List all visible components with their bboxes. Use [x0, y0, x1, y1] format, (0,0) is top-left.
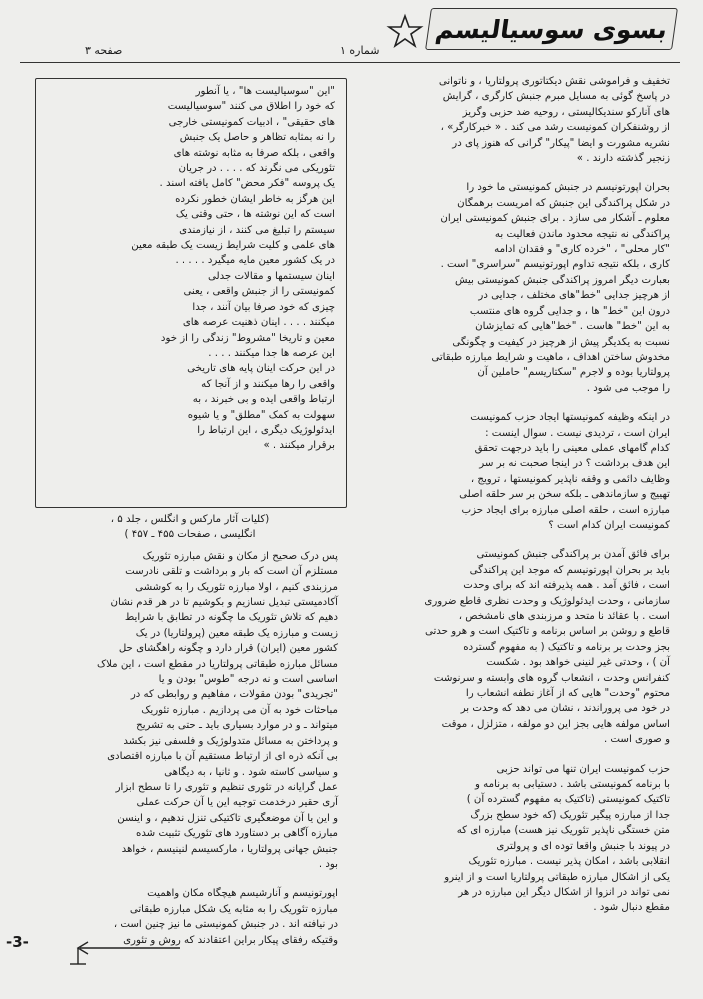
text-line: و پرداختن به مسائل متدولوژیک و فلسفی نیز بکشد — [123, 735, 338, 747]
text-line: بی آنکه ذره ای از ارتباط مستقیم آن با مبارزه اقتصادی — [107, 751, 338, 763]
text-line: سازمانی ، وحدت ایدئولوژیک و وحدت نظری قاطع ضروری — [424, 595, 670, 607]
text-line: معلوم ـ آشکار می سازد . برای جنبش کمونیستی ایران — [440, 213, 670, 225]
text-line: مبارزه تئوریک را به مثابه یک شکل مبارزه طبقاتی — [129, 903, 338, 915]
text-line: آری حقیر درخدمت توجیه این یا آن حرکت عملی — [136, 797, 338, 809]
text-line: مستلزم آن است که بار و برداشت و تلقی نادرست — [125, 566, 338, 578]
text-line: پرولتاریا بوده و لاجرم "سکتاریسم" حاملین آن — [477, 367, 670, 379]
text-line: وقتیکه رفقای پیکار براین اعتقادند که روش و تئوری — [123, 934, 338, 946]
text-line: زیست و مبارزه یک طبقه معین (پرولتاریا) در یک — [135, 627, 338, 639]
text-line: های آنارکو سندیکالیستی ، روحیه ضد حزبی وگریز — [462, 106, 670, 118]
text-line: قاطع و روشن بر اساس برنامه و تاکتیک است و هرو حدتی — [424, 626, 670, 638]
text-line: در پاسخ گوئی به مسایل مبرم جنبش کارگری ، گرایش — [442, 91, 670, 103]
issue-number: شماره ۱ — [340, 44, 380, 57]
text-line: تهییج و سازماندهی ـ بلکه سخن بر سر حلقه اصلی — [459, 489, 670, 501]
text-line: این هدف برداشت ؟ در اینجا صحبت نه بر سر — [479, 458, 670, 470]
header-rule — [20, 62, 680, 63]
text-line — [365, 533, 670, 547]
text-line: معین و تاریخا "مشروط" زندگی را از خود — [160, 332, 335, 344]
text-line: مسائل مبارزه طبقاتی پرولتاریا در مقطع است ، این ملاک — [96, 658, 338, 670]
text-line: اپورتونیسم و آنارشیسم هیچگاه مکان واهمیت — [147, 888, 338, 900]
text-line: در اینکه وظیفه کمونیستها ایجاد حزب کمونیست — [470, 412, 670, 424]
text-line: است که این نوشته ها ، حتی وقتی یک — [175, 209, 335, 221]
text-line: که خود را اطلاق می کنند "سوسیالیست — [167, 101, 335, 113]
text-line: به این "خط" هاست . "خط"هایی که تمایزشان — [475, 321, 670, 333]
text-line: نسبت به یکدیگر پیش از هرچیز در کیفیت و چگونگی — [452, 336, 670, 348]
text-line: این هرگز به خاطر ایشان خطور نکرده — [175, 193, 335, 205]
masthead-title: بسوی سوسیالیسم — [425, 8, 678, 50]
right-column — [365, 74, 670, 944]
text-line: مرزبندی کنیم ، اولا مبارزه تئوریک را به کوششی — [135, 581, 338, 593]
text-line: ارتباط واقعی ایده و بی خبرند ، به — [192, 394, 335, 406]
text-line: کمونیستی را از جنبش واقعی ، یعنی — [183, 286, 335, 298]
text-line: اساسی است و نه درجه "طوس" بودن و یا — [158, 674, 338, 686]
text-line: یکی از اشکال مبارزه طبقاتی پرولتاریا است و از اینرو — [444, 871, 670, 883]
text-line: را نه بمثابه تظاهر و حاصل یک جنبش — [179, 132, 335, 144]
text-line: برقرار میکنند . » — [263, 440, 335, 452]
text-line: واقعی ، بلکه صرفا به مثابه نوشته های — [173, 147, 335, 159]
text-line: در شکل پراکندگی این جنبش که امریست برهمگان — [457, 197, 670, 209]
text-line: کاری ، بلکه نتیجه تداوم اپورتونیسم "سراسری" است . — [440, 259, 670, 271]
text-line: "کار محلی" ، "خرده کاری" و فقدان ادامه — [494, 244, 670, 256]
text-line: میتواند ـ و در موارد بسیاری باید ـ حتی به تشریح — [136, 720, 338, 732]
text-line: متن خستگی ناپذیر تئوریک نیز هست) مبارزه ای که — [456, 825, 670, 837]
text-line: واقعی را رها میکنند و از آنجا که — [201, 378, 335, 390]
text-line: اساس مولفه هایی بجز این دو مولفه ، متزلزل ، موقت — [441, 718, 670, 730]
text-line: در نیافته اند . در جنبش کمونیستی ما نیز چنین است ، — [113, 919, 338, 931]
text-line — [365, 748, 670, 762]
text-line: و این یا آن موضعگیری تاکتیکی تنزل ندهیم ، و اینسن — [117, 812, 338, 824]
text-line: ایدئولوژیک دیگری ، این ارتباط را — [197, 424, 335, 436]
text-line: بجز وحدت بر برنامه و تاکتیک ( به مفهوم گسترده — [463, 641, 670, 653]
text-line: مبارزه است ، حلقه اصلی مبارزه برای ایجاد حزب — [461, 504, 670, 516]
text-line: دهیم که تلاش تئوریک ما چگونه در تطابق با شرایط — [124, 612, 338, 624]
text-line: برای فائق آمدن بر پراکندگی جنبش کمونیستی — [476, 549, 670, 561]
text-line: عمل گرایانه در تئوری تنظیم و تئوری را تا سطح ابزار — [115, 781, 338, 793]
text-line: در یک کشور معین مایه میگیرد . . . . . — [175, 255, 335, 267]
text-line: است . با عقائد نا متحد و مرزبندی های نامشخص ، — [458, 611, 670, 622]
text-line: کنفرانس وحدت ، انشعاب گروه های وابسته و سرنوشت — [433, 672, 670, 684]
text-line: مباحثات خود به آن می پردازیم . مبارزه تئوریک — [141, 704, 338, 716]
text-line: در خود می پروراندند ، نشان می دهد که وحدت بر — [460, 703, 670, 715]
text-line: پس درک صحیح از مکان و نقش مبارزه تئوریک — [142, 550, 338, 562]
text-line: از روشنفکران کمونیست رشد می کند . « خبرکارگر» ، — [440, 122, 670, 134]
text-line: های حقیقی" ، ادبیات کمونیستی خارجی — [168, 116, 335, 128]
text-line: انقلابی باشد ، امکان پذیر نیست . مبارزه تئوریک — [468, 856, 670, 868]
header-row — [30, 44, 675, 64]
text-line: درون این "خط" ها ، و جدایی گروه های منتسب — [469, 305, 670, 317]
text-line: از هرچیز جدایی "خط"های مختلف ، جدایی در — [478, 290, 670, 302]
text-line: جنبش جهانی پرولتاریا ، مارکسیسم لنینیسم ، خواهد — [121, 843, 338, 855]
text-line: زنجیر گذشته دارند . » — [576, 153, 670, 165]
left-column-bottom — [42, 512, 338, 946]
text-line: "این "سوسیالیست ها" ، یا آنطور — [195, 86, 335, 97]
text-line: سهولت به کمک "مطلق" و یا شیوه — [187, 409, 335, 421]
text-line: پراکندگی نه نتیجه محدود ماندن فعالیت به — [494, 228, 670, 240]
text-line: میکنند . . . . اینان ذهنیت عرصه های — [182, 317, 335, 329]
text-line: کمونیست ایران کدام است ؟ — [548, 519, 670, 531]
text-line: تخفیف و فراموشی نقش دیکتاتوری پرولتاریا ، و ناتوانی — [438, 76, 670, 87]
text-line: ایران است ، تردیدی نیست . سوال اینست : — [485, 427, 670, 439]
text-line: در پیوند با جنبش واقعا توده ای و پرولتری — [496, 840, 670, 852]
text-line: مبارزه آگاهی بر دستاورد های تئوریک تثبیت شده — [136, 828, 338, 840]
text-line: مخدوش ساختن اهداف ، ماهیت و شرایط مبارزه طبقاتی — [431, 351, 670, 363]
text-line: با برنامه کمونیستی باشد . دستیابی به برنامه و — [475, 779, 670, 791]
text-line: تاکتیک کمونیستی (تاکتیک به مفهوم گسترده آن ) — [466, 794, 670, 806]
text-line: جدا از مبارزه پیگیر تئوریک (که خود سطح بزرگ — [470, 809, 670, 821]
text-line: محتوم "وحدت" هایی که از آغاز نطفه انشعاب را — [465, 688, 670, 700]
text-line: در این حرکت اینان پایه های تاریخی — [187, 363, 335, 375]
star-icon — [388, 14, 422, 48]
text-line: مقطع دنبال شود . — [593, 902, 670, 914]
text-line: و صوری است . — [603, 734, 670, 746]
text-line — [365, 396, 670, 410]
text-line: (کلیات آثار مارکس و انگلس ، جلد ۵ ، — [110, 514, 270, 525]
text-line: آکادمیستی تبدیل نسازیم و بکوشیم تا در هر قدم نشان — [110, 597, 338, 609]
text-line: سیستم را تبلیغ می کنند ، از نیازمندی — [179, 224, 335, 236]
text-line: باید بر بحران اپورتونیسم که موجد این پراکندگی — [469, 564, 670, 576]
text-line: نمی تواند در انزوا از اشکال دیگر این مبارزه در هر — [458, 886, 670, 898]
text-line: های علمی و کلیت شرایط زیست یک طبقه معین — [131, 240, 335, 252]
text-line — [365, 166, 670, 180]
text-line: اینان سیستمها و مقالات جدلی — [207, 270, 335, 282]
quote-text — [45, 84, 335, 504]
text-line: انگلیسی ، صفحات ۴۵۵ ـ ۴۵۷ ) — [124, 529, 256, 541]
continuation-arrow-icon — [68, 940, 183, 968]
text-line: چیزی که خود صرفا بیان آنند ، جدا — [192, 301, 335, 313]
text-line: نشریه مشورت و ایضا "پیکار" گرانی که هنوز پای در — [452, 137, 670, 149]
text-line: حزب کمونیست ایران تنها می تواند حزبی — [496, 763, 670, 775]
left-column-text — [42, 549, 338, 948]
text-line: "تجریدی" بودن مقولات ، مفاهیم و روابطی که در — [130, 689, 338, 701]
text-line: این عرصه ها جدا میکنند . . . . — [208, 347, 335, 359]
text-line: آن ) ، وحدتی غیر لنینی خواهد بود . شکست — [486, 657, 670, 669]
text-line: بود . — [318, 858, 338, 870]
page-side-mark: -3- — [6, 933, 29, 951]
text-line: تئوریکی می نگرند که . . . . در جریان — [178, 163, 335, 175]
text-line: را موجب می شود . — [586, 382, 670, 394]
text-line — [42, 872, 338, 886]
text-line: بحران اپورتونیسم در جنبش کمونیستی ما خود را — [466, 182, 670, 194]
text-line: یک پروسه "فکر محض" کامل یافته اسند . — [159, 178, 335, 190]
text-line: کشور معین (ایران) قرار دارد و چگونه راهگشای حل — [118, 643, 338, 655]
text-line: بعبارت دیگر امروز پراکندگی جنبش کمونیستی بیش — [454, 274, 670, 286]
citation — [42, 512, 338, 543]
text-line: و سیاسی کاسته شود . و ثانیا ، به دیگاهی — [164, 766, 338, 778]
text-line: کدام گامهای عملی معینی را باید درجهت تحقق — [474, 442, 670, 454]
text-line: است ، فائق آمد . همه پذیرفته اند که برای وحدت — [463, 580, 670, 592]
text-line: وظایف دائمی و وقفه ناپذیر کمونیستها ، ترویج ، — [470, 473, 670, 485]
page-number: صفحه ۳ — [85, 44, 123, 57]
